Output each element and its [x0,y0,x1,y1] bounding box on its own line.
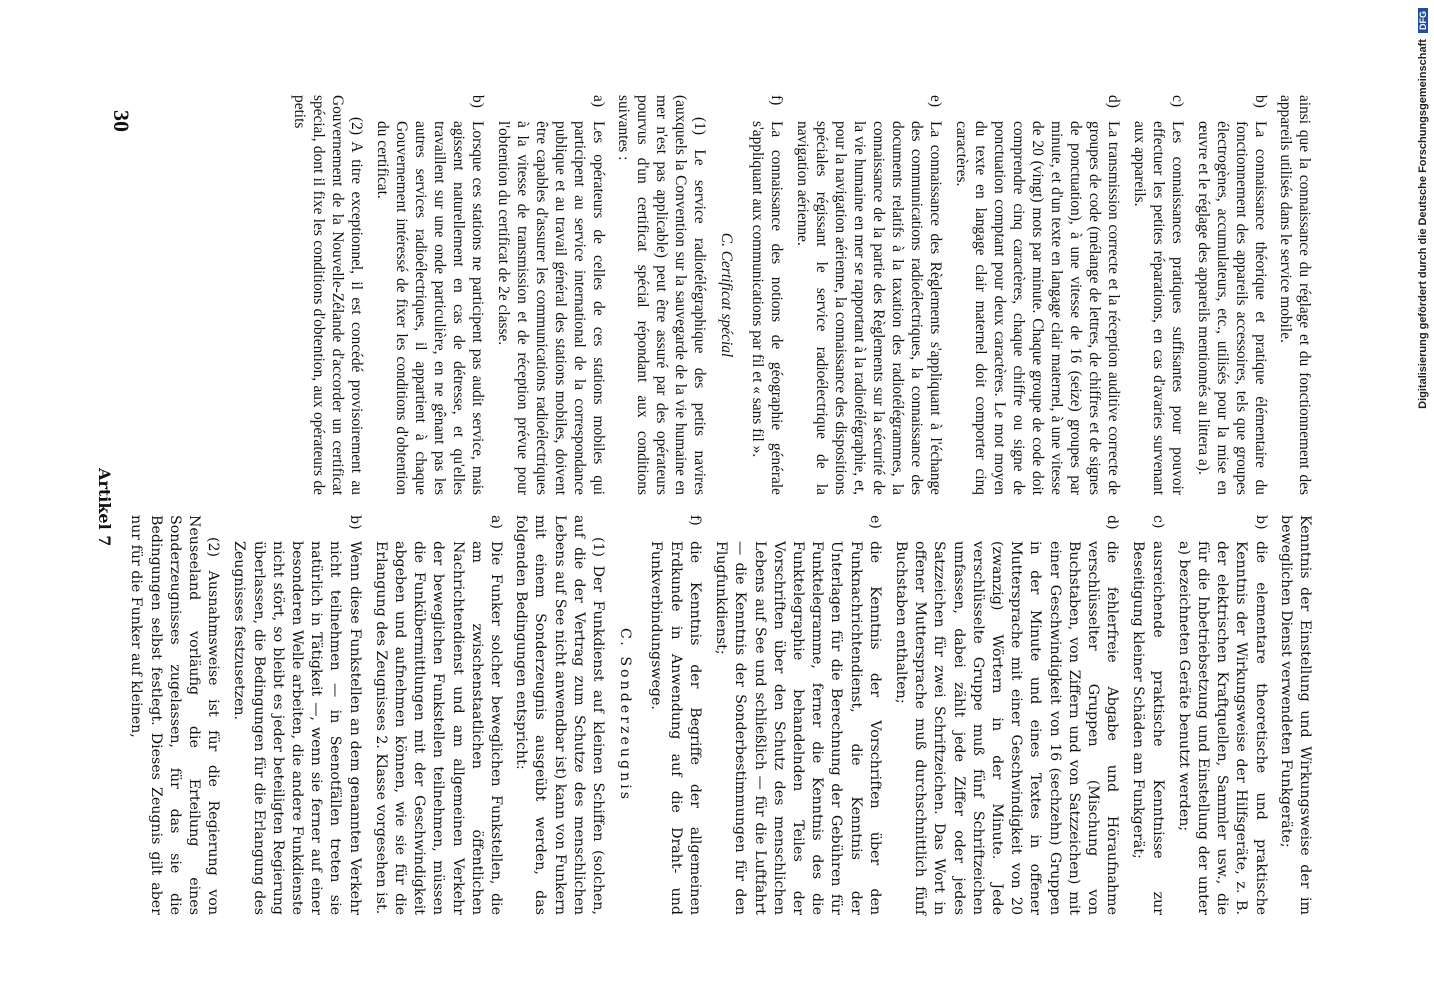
de-item-d: d) die fehlerfreie Abgabe und Höraufnahme verschlüsselter Gruppen (Mischung von Buchstaben, von Ziffern und von Satzzeichen) mit einer Geschwindigkeit von 16 (sechzehn) Gruppen in der Minute und eines Textes in offener Muttersprache mit einer Geschwindigkeit von 20 (zwanzig) Wörtern in der Minute. Jede verschlüsselte Gruppe muß fünf Schriftzeichen umfassen, dabei zählt jede Ziffer oder jedes Satzzeichen für zwei Schriftzeichen. Das Wort in offener Muttersprache muß durchschnittlich fünf Buchstaben enthalten; [892,515,1121,915]
de-intro: Kenntnis der Einstellung und Wirkungsweise der im beweglichen Dienst verwendeten Funkgeräte; [1277,515,1313,915]
fr-item-b: b) La connaissance théorique et pratique élémentaire du fonctionnement des appareils accessoires, tels que groupes électrogènes, accumulateurs, etc., utilisés pour la mise en œuvre et le réglage des appareils mentionnés au littera a). [1195,95,1269,495]
fr-item-c: c) Les connaissances pratiques suffisantes pour pouvoir effectuer les petites réparations, en cas d'avaries survenant aux appareils. [1131,95,1186,495]
french-text [284,95,1314,495]
de-section-title: C. Sonderzeugnis [617,627,634,803]
fr-item-e: e) La connaissance des Règlements s'appliquant à l'échange des communications radioélectriques, la connaissance des documents relatifs à la taxation des radiotélégrammes, la connaissance de la partie des Règlements sur la sécurité de la vie humaine en mer se rapportant à la radiotélégraphie, et, pour la navigation aérienne, la connaissance des dispositions spéciales régissant le service radioélectrique de la navigation aérienne. [794,95,944,495]
fr-paragraph-1: (1) Le service radiotélégraphique des petits navires (auxquels la Convention sur la sauvegarde de la vie humaine en mer n'est pas applicable) peut être assuré par des opérateurs pourvus d'un certificat spécial répondant aux conditions suivantes : [615,95,708,495]
de-sub-a: a) Die Funker solcher beweglichen Funkstellen, die am zwischenstaatlichen öffentlichen Nachrichtendienst und am allgemeinen Verkehr der beweglichen Funkstellen teilnehmen, müssen die Funkübermittlungen mit der Geschwindigkeit abgeben und aufnehmen können, wie sie für die Erlangung des Zeugnisses 2. Klasse vorgesehen ist. [372,515,505,915]
de-paragraph-2: (2) Ausnahmsweise ist für die Regierung von Neuseeland vorläufig die Erteilung eines Sonderzeugnisses zugelassen, für das sie die Bedingungen selbst festlegt. Dieses Zeugnis gilt aber nur für die Funker auf kleinen, [128,515,222,915]
digitization-credit [1414,8,1434,992]
fr-paragraph-2: (2) A titre exceptionnel, il est concédé provisoirement au Gouvernement de la Nouvelle-Zélande d'accorder un certificat spécial, dont il fixe les conditions d'obtention, aux opérateurs de petits [291,95,365,495]
article-heading: Artikel 7 [95,468,114,547]
fr-intro: ainsi que la connaissance du réglage et du fonctionnement des appareils utilisés dans le service mobile. [1277,95,1313,495]
de-item-c: c) ausreichende praktische Kenntnisse zur Beseitigung kleiner Schäden am Funkgerät; [1130,515,1166,915]
dfg-logo: DFG [1418,8,1428,33]
page-number: 30 [109,110,134,132]
fr-item-d: d) La transmission correcte et la réception auditive correcte de groupes de code (mélange de lettres, de chiffres et de signes de ponctuation), à une vitesse de 16 (seize) groupes par minute, et d'un texte en langage clair maternel, à une vitesse de 20 (vingt) mots par minute. Chaque groupe de code doit comprendre cinq caractères, chaque chiffre ou signe de ponctuation comptant pour deux caractères. Le mot moyen du texte en langage clair maternel doit comporter cinq caractères. [953,95,1122,495]
de-item-e: e) die Kenntnis der Vorschriften über den Funknachrichtendienst, die Kenntnis der Unterlagen für die Berechnung der Gebühren für Funktelegramme, ferner die Kenntnis des die Funktelegraphie behandelnden Teiles der Vorschriften über den Schutz des menschlichen Lebens auf See und schließlich — für die Luftfahrt — die Kenntnis der Sonderbestimmungen für den Flugfunkdienst; [713,515,883,915]
de-paragraph-1: (1) Der Funkdienst auf kleinen Schiffen (solchen, auf die der Vertrag zum Schutze des menschlichen Lebens auf See nicht anwendbar ist) kann von Funkern mit einem Sonderzeugnis ausgeübt werden, das folgenden Bedingungen entspricht: [513,515,607,915]
credit-text: Digitalisierung gefördert durch die Deutsche Forschungsgemeinschaft [1417,39,1429,409]
fr-sub-a: a) Les opérateurs de celles de ces stations mobiles qui participent au service international de la correspondance publique et au travail général des stations mobiles, doivent être capables d'assurer les communications radioélectriques à la vitesse de transmission et de réception prévue pour l'obtention du certificat de 2e classe. [495,95,607,495]
german-text [120,515,1314,915]
de-item-f: f) die Kenntnis der Begriffe der allgemeinen Erdkunde in Anwendung auf die Draht- und Funkverbindungswege. [648,515,703,915]
fr-sub-b: b) Lorsque ces stations ne participent pas audit service, mais agissent naturellement en cas de détresse, et qu'elles travaillent sur une onde particulière, en ne gênant pas les autres services radioélectriques, il appartient à chaque Gouvernement intéressé de fixer les conditions d'obtention du certificat. [374,95,486,495]
fr-item-f: f) La connaissance des notions de géographie générale s'appliquant aux communications par fil et « sans fil ». [749,95,785,495]
de-sub-b: b) Wenn diese Funkstellen an dem genannten Verkehr nicht teilnehmen — in Seenotfällen treten sie natürlich in Tätigkeit —, wenn sie ferner auf einer besonderen Welle arbeiten, die andere Funkdienste nicht stört, so bleibt es jeder beteiligten Regierung überlassen, die Bedingungen für die Erlangung des Zeugnisses festzusetzen. [231,515,363,915]
de-item-b: b) die elementare theoretische und praktische Kenntnis der Wirkungsweise der Hilfsgeräte, z. B. der elektrischen Kraftquellen, Sammler usw., die für die Inbetriebsetzung und Einstellung der unter a) bezeichneten Geräte benutzt werden; [1175,515,1269,915]
fr-section-title: C. Certificat spécial [718,232,735,358]
